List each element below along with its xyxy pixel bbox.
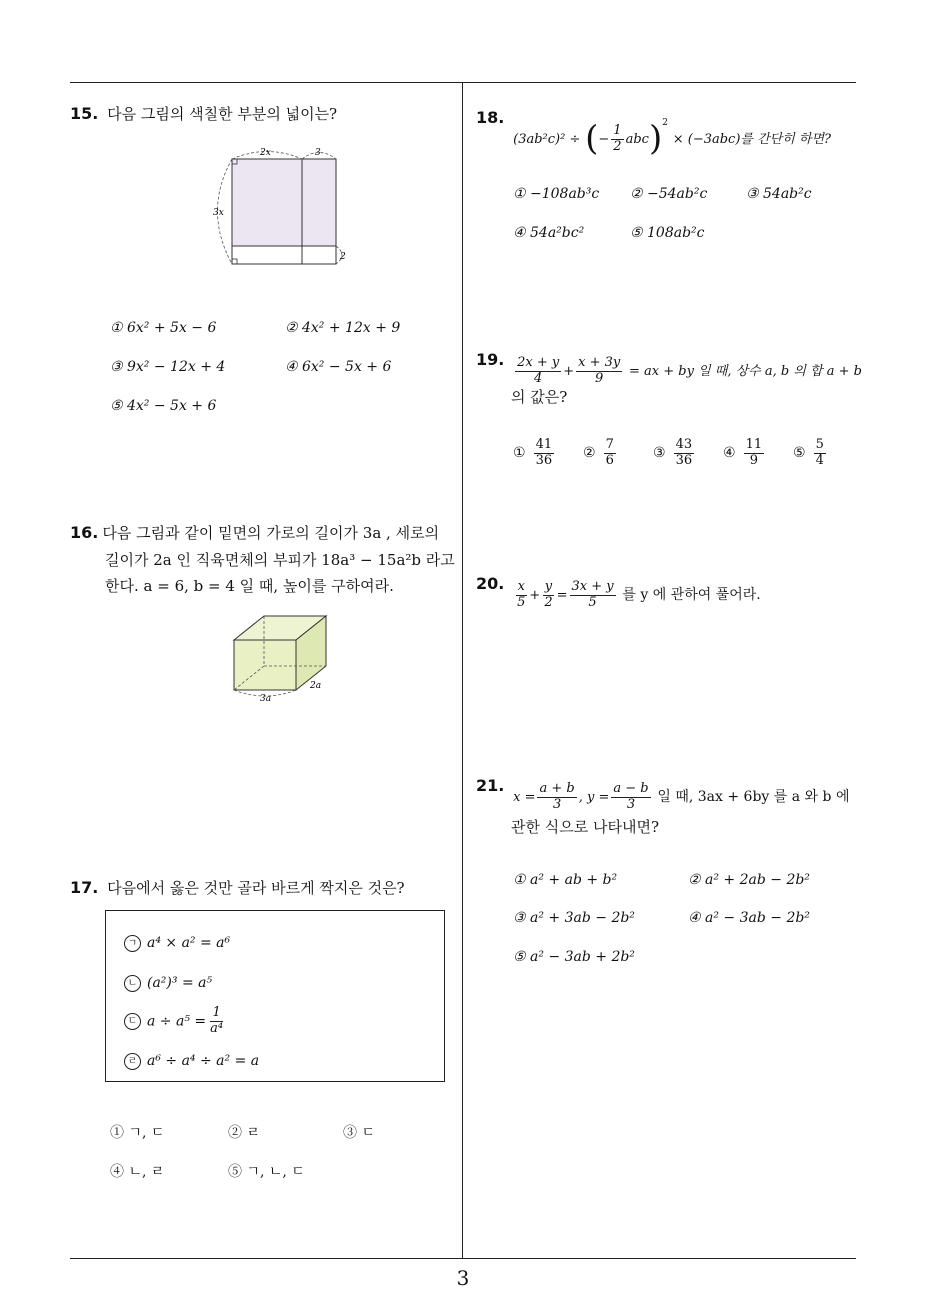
statement-2: ㄴ (a²)³ = a⁵ [124, 975, 212, 992]
label-2a: 2a [310, 681, 322, 691]
choice-1[interactable]: ① $\frac{41}{36}$ [513, 437, 553, 468]
question-number: 16. [70, 523, 99, 542]
statement-4: ㄹ a⁶ ÷ a⁴ ÷ a² = a [124, 1053, 259, 1070]
choice-5[interactable]: ⑤ a² − 3ab + 2b² [513, 949, 635, 965]
question-number: 20. [476, 574, 505, 593]
choice-3[interactable]: ③ a² + 3ab − 2b² [513, 910, 635, 926]
question-text: 다음에서 옳은 것만 골라 바르게 짝지은 것은? [107, 879, 405, 897]
choice-4[interactable]: ④ a² − 3ab − 2b² [688, 910, 810, 926]
question-21-line2: 관한 식으로 나타내면? [511, 818, 659, 836]
question-17 [70, 874, 405, 902]
left-paren: ( [585, 118, 599, 159]
question-21: 21. x = $\frac{a + b}{3}$ , y = $\frac{a - b}{3}$ 일 때, 3ax + 6by 를 a 와 b 에 [476, 776, 850, 812]
choice-3[interactable]: ③ 54ab²c [746, 186, 812, 202]
q16-cuboid-figure [222, 610, 342, 705]
shaded-region [232, 159, 336, 246]
top-rule [70, 82, 856, 83]
unshaded-strip [232, 246, 336, 264]
label-3x: 3x [213, 208, 224, 218]
question-number: 21. [476, 776, 505, 795]
choice-1[interactable]: ① 6x² + 5x − 6 [110, 320, 217, 336]
label-2x: 2x [260, 148, 271, 158]
question-number: 19. [476, 350, 505, 369]
question-18: 18. (3ab²c)² ÷ (− $\frac{1}{2}$ abc)$^2$ × (−3abc)를 간단히 하면? [476, 108, 831, 159]
label-3: 3 [315, 148, 321, 158]
question-19-line2: 의 값은? [511, 388, 568, 406]
statement-box [105, 910, 445, 1082]
statement-3: ㄷ a ÷ a⁵ = $\frac{1}{\text{a⁴}}$ [124, 1006, 227, 1037]
question-16 [70, 519, 455, 600]
choice-4[interactable]: ④ ㄴ, ㄹ [110, 1164, 165, 1180]
expr-start: (3ab²c)² ÷ [513, 132, 581, 147]
expr-end: × (−3abc)를 간단히 하면? [672, 132, 831, 147]
question-15 [70, 100, 337, 128]
choice-2[interactable]: ② a² + 2ab − 2b² [688, 872, 810, 888]
bottom-rule [70, 1258, 856, 1259]
question-number: 17. [70, 878, 99, 897]
choice-5[interactable]: ⑤ $\frac{5}{4}$ [793, 437, 824, 468]
choice-1[interactable]: ① a² + ab + b² [513, 872, 618, 888]
choice-2[interactable]: ② 4x² + 12x + 9 [285, 320, 401, 336]
choice-5[interactable]: ⑤ 108ab²c [630, 225, 705, 241]
choice-4[interactable]: ④ 6x² − 5x + 6 [285, 359, 392, 375]
label-3a: 3a [260, 694, 272, 704]
choice-2[interactable]: ② −54ab²c [630, 186, 708, 202]
question-text-line1: 다음 그림과 같이 밑면의 가로의 길이가 3a , 세로의 [102, 524, 440, 542]
question-20: 20. $\frac{x}{5}$ + $\frac{y}{2}$ = $\frac{3x + y}{5}$ 를 y 에 관하여 풀어라. [476, 574, 761, 610]
q15-rectangle-figure [205, 142, 355, 267]
column-divider [462, 83, 463, 1258]
choice-3[interactable]: ③ 9x² − 12x + 4 [110, 359, 226, 375]
expr-tail: 를 y 에 관하여 풀어라. [622, 587, 761, 603]
question-text-line2: 길이가 2a 인 직육면체의 부피가 18a³ − 15a²b 라고 [105, 551, 455, 569]
choice-4[interactable]: ④ $\frac{11}{9}$ [723, 437, 763, 468]
question-number: 15. [70, 104, 99, 123]
choice-3[interactable]: ③ ㄷ [343, 1125, 375, 1141]
question-text: 다음 그림의 색칠한 부분의 넓이는? [107, 105, 338, 123]
question-19: 19. $\frac{2x + y}{4}$ + $\frac{x + 3y}{9}$ = ax + by 일 때, 상수 a, b 의 합 a + b [476, 350, 862, 386]
label-2: 2 [340, 252, 346, 262]
choice-1[interactable]: ① −108ab³c [513, 186, 600, 202]
choice-2[interactable]: ② $\frac{7}{6}$ [583, 437, 614, 468]
page-number: 3 [456, 1266, 470, 1290]
statement-1: ㄱ a⁴ × a² = a⁶ [124, 935, 230, 952]
right-paren: ) [648, 118, 663, 159]
choice-5[interactable]: ⑤ ㄱ, ㄴ, ㄷ [228, 1164, 305, 1180]
choice-1[interactable]: ① ㄱ, ㄷ [110, 1125, 165, 1141]
expr-tail: 일 때, 3ax + 6by 를 a 와 b 에 [657, 789, 850, 805]
question-text-line3: 한다. a = 6, b = 4 일 때, 높이를 구하여라. [105, 577, 394, 596]
choice-4[interactable]: ④ 54a²bc² [513, 225, 585, 241]
choice-3[interactable]: ③ $\frac{43}{36}$ [653, 437, 693, 468]
expr-tail: = ax + by 일 때, 상수 a, b 의 합 a + b [629, 364, 862, 379]
question-number: 18. [476, 108, 505, 127]
choice-5[interactable]: ⑤ 4x² − 5x + 6 [110, 398, 217, 414]
choice-2[interactable]: ② ㄹ [228, 1125, 260, 1141]
